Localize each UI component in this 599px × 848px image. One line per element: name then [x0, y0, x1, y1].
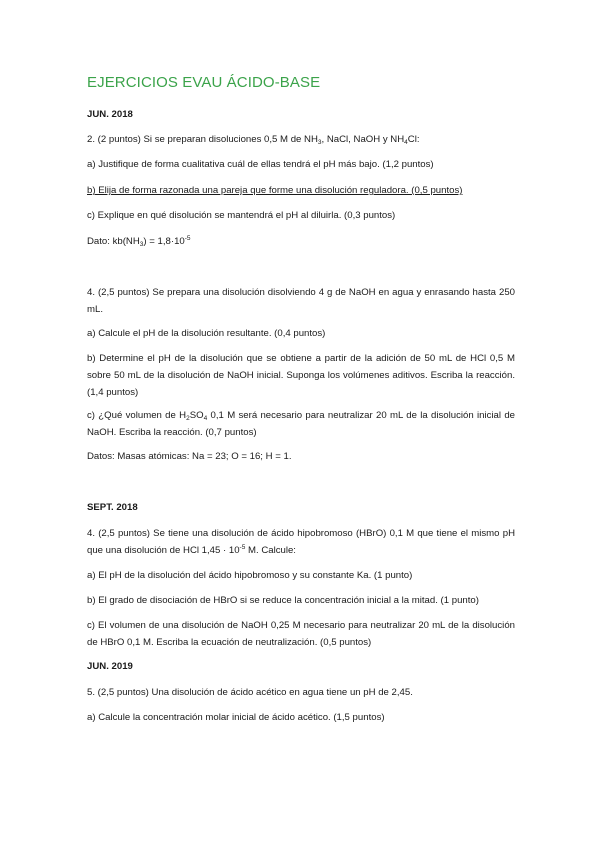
question-4-datos: Datos: Masas atómicas: Na = 23; O = 16; H = 1. — [87, 451, 292, 462]
question-4-intro: 4. (2,5 puntos) Se prepara una disolución disolviendo 4 g de NaOH en agua y enrasando hasta 250 mL. — [87, 287, 515, 315]
question-4-part-b: b) Determine el pH de la disolución que se obtiene a partir de la adición de 50 mL de HCl 0,5 M sobre 50 mL de la disolución de NaOH inicial. Suponga los volúmenes aditivos. Escriba la reacción. (1,4 puntos) — [87, 353, 515, 398]
question-4-sept-part-a: a) El pH de la disolución del ácido hipobromoso y su constante Ka. (1 punto) — [87, 570, 413, 581]
question-4-sept-part-b: b) El grado de disociación de HBrO si se reduce la concentración inicial a la mitad. (1 punto) — [87, 595, 479, 606]
question-2-dato: Dato: $kb(NH_3) = 1,8\cdot 10^{-5}$ — [87, 235, 191, 248]
question-5-intro: 5. (2,5 puntos) Una disolución de ácido acético en agua tiene un pH de 2,45. — [87, 687, 413, 698]
question-4-sept-intro: 4. (2,5 puntos) Se tiene una disolución de ácido hipobromoso (HBrO) 0,1 M que tiene el mismo pH que una disolución de HCl $1,45 \cdot 10^{-5}$ M. Calcule: — [87, 528, 515, 556]
section-header-jun-2019: JUN. 2019 — [87, 661, 133, 672]
question-4-part-a: a) Calcule el pH de la disolución resultante. (0,4 puntos) — [87, 328, 326, 339]
section-header-jun-2018: JUN. 2018 — [87, 109, 133, 120]
question-2-part-b: b) Elija de forma razonada una pareja que forme una disolución reguladora. (0,5 puntos) — [87, 185, 463, 196]
question-2-intro: 2. (2 puntos) Si se preparan disoluciones 0,5 M de $NH_3$, NaCl, NaOH y $NH_4Cl$: — [87, 134, 420, 146]
question-2-part-c: c) Explique en qué disolución se mantendrá el pH al diluirla. (0,3 puntos) — [87, 210, 396, 221]
question-4-part-c: c) ¿Qué volumen de $H_2SO_4$ 0,1 M será necesario para neutralizar 20 mL de la disolución inicial de NaOH. Escriba la reacción. (0,7 puntos) — [87, 410, 515, 438]
document-title: EJERCICIOS EVAU ÁCIDO-BASE — [87, 74, 321, 91]
question-2-part-a: a) Justifique de forma cualitativa cuál de ellas tendrá el pH más bajo. (1,2 puntos) — [87, 159, 434, 170]
question-4-sept-part-c: c) El volumen de una disolución de NaOH 0,25 M necesario para neutralizar 20 mL de la disolución de HBrO 0,1 M. Escriba la ecuación de neutralización. (0,5 puntos) — [87, 620, 515, 648]
question-5-part-a: a) Calcule la concentración molar inicial de ácido acético. (1,5 puntos) — [87, 712, 385, 723]
section-header-sept-2018: SEPT. 2018 — [87, 502, 138, 513]
